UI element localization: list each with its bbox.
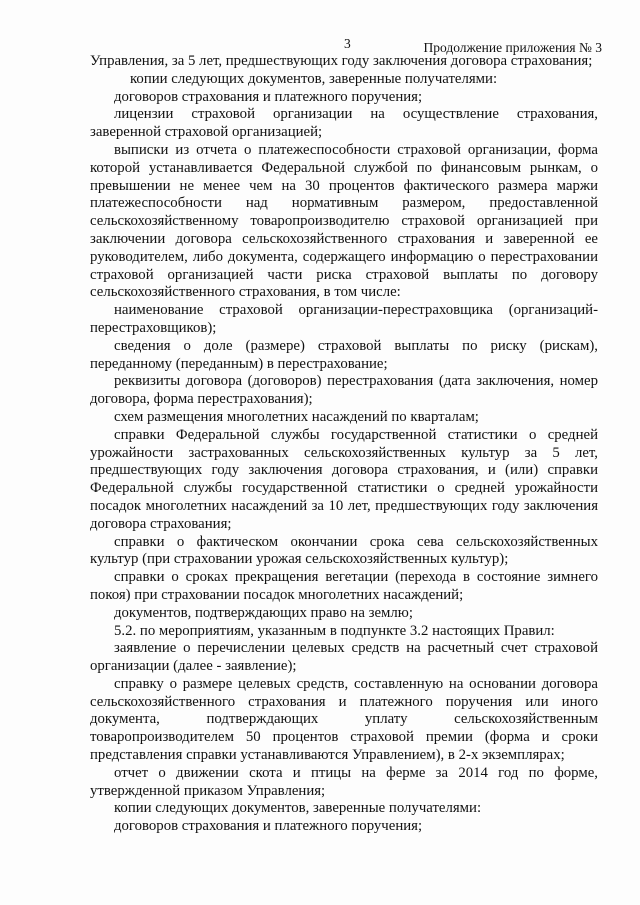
paragraph: справки Федеральной службы государственной статистики о средней урожайности застрахованных сельскохозяйственных культур за 5 лет, предшествующих году заключения договора страхования, и (или) справки Федеральной службы государственной статистики о средней урожайности посадок многолетних насаждений за 10 лет, предшествующих году заключения договора страхования;: [90, 426, 598, 532]
paragraph: справку о размере целевых средств, составленную на основании договора сельскохозяйственного страхования и платежного поручения или иного документа, подтверждающих уплату сельскохозяйственным товаропроизводителем 50 процентов страховой премии (форма и сроки представления справки устанавливаются Управлением), в 2-х экземплярах;: [90, 675, 598, 764]
paragraph: сведения о доле (размере) страховой выплаты по риску (рискам), переданному (переданным) в перестрахование;: [90, 337, 598, 372]
page-number: 3: [344, 36, 351, 51]
paragraph: заявление о перечислении целевых средств на расчетный счет страховой организации (далее - заявление);: [90, 640, 598, 675]
paragraph: документов, подтверждающих право на землю;: [114, 604, 413, 621]
paragraph: копии следующих документов, заверенные получателями:: [114, 800, 482, 817]
paragraph: схем размещения многолетних насаждений по кварталам;: [114, 408, 479, 425]
paragraph: копии следующих документов, заверенные получателями:: [130, 70, 498, 87]
paragraph: лицензии страховой организации на осуществление страхования, заверенной страховой организацией;: [90, 106, 598, 141]
paragraph: 5.2. по мероприятиям, указанным в подпункте 3.2 настоящих Правил:: [114, 622, 555, 639]
paragraph: Управления, за 5 лет, предшествующих году заключения договора страхования;: [90, 53, 593, 69]
paragraph: справки о сроках прекращения вегетации (перехода в состояние зимнего покоя) при страховании посадок многолетних насаждений;: [90, 569, 598, 603]
paragraph: договоров страхования и платежного поручения;: [114, 818, 423, 835]
paragraph: договоров страхования и платежного поручения;: [114, 88, 423, 105]
paragraph: реквизиты договора (договоров) перестрахования (дата заключения, номер договора, форма перестрахования);: [90, 373, 598, 408]
paragraph: отчет о движении скота и птицы на ферме за 2014 год по форме, утвержденной приказом Управления;: [90, 764, 598, 799]
paragraph: справки о фактическом окончании срока сева сельскохозяйственных культур (при страховании урожая сельскохозяйственных культур);: [90, 533, 598, 568]
paragraph: наименование страховой организации-перестраховщика (организаций-перестраховщиков);: [90, 302, 598, 336]
paragraph: выписки из отчета о платежеспособности страховой организации, форма которой устанавливается Федеральной службой по финансовым рынкам, о превышении не менее чем на 30 процентов фактического размера маржи платежеспособности над нормативным размером, предоставленной сельскохозяйственному товаропроизводителю страховой организацией при заключении договора сельскохозяйственного страхования и заверенной ее руководителем, либо документа, содержащего информацию о перестраховании страховой организацией части риска страховой выплаты по договору сельскохозяйственного страхования, в том числе:: [90, 141, 598, 301]
document-body: [90, 53, 598, 836]
appendix-continuation-note: Продолжение приложения № 3: [423, 40, 602, 55]
